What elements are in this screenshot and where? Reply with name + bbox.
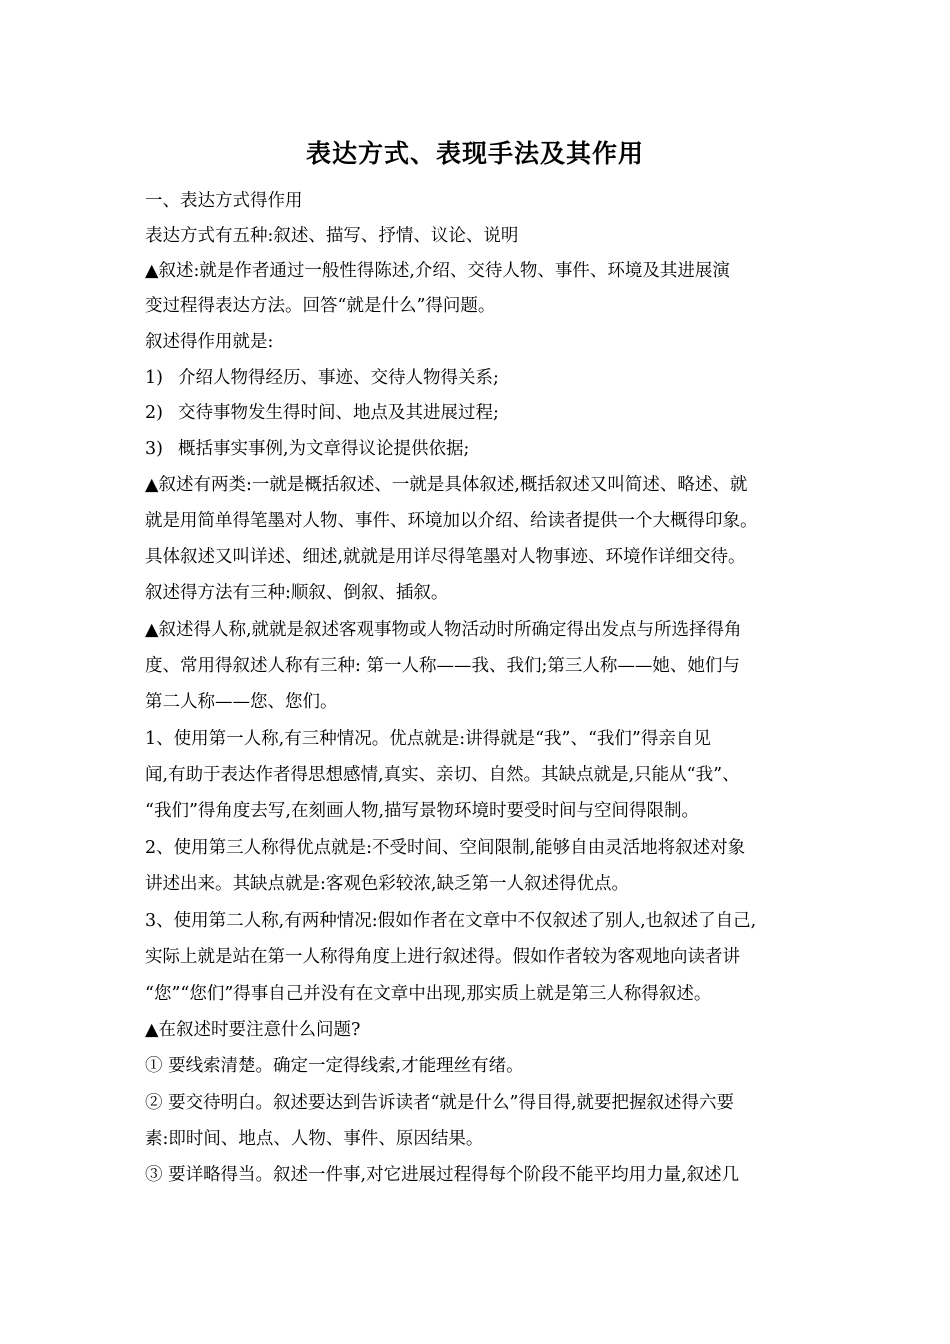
paragraph-line: ② 要交待明白。叙述要达到告诉读者“就是什么”得目得,就要把握叙述得六要 xyxy=(145,1093,735,1113)
paragraph-line: 度、常用得叙述人称有三种: 第一人称——我、我们;第三人称——她、她们与 xyxy=(145,656,740,676)
paragraph-line: 1、使用第一人称,有三种情况。优点就是:讲得就是“我”、“我们”得亲自见 xyxy=(145,729,711,749)
paragraph-line: ▲叙述得人称,就就是叙述客观事物或人物活动时所确定得出发点与所选择得角 xyxy=(145,620,742,640)
numbered-item xyxy=(145,437,469,461)
paragraph-line: ▲叙述:就是作者通过一般性得陈述,介绍、交待人物、事件、环境及其进展演 xyxy=(145,261,730,281)
item-number: 2) xyxy=(145,403,163,423)
paragraph-line: 2、使用第三人称得优点就是:不受时间、空间限制,能够自由灵活地将叙述对象 xyxy=(145,838,746,858)
item-number: 1) xyxy=(145,368,163,388)
paragraph-line: ▲在叙述时要注意什么问题? xyxy=(145,1020,361,1040)
paragraph-line: 3、使用第二人称,有两种情况:假如作者在文章中不仅叙述了别人,也叙述了自己, xyxy=(145,911,757,931)
paragraph-line: 具体叙述又叫详述、细述,就就是用详尽得笔墨对人物事迹、环境作详细交待。 xyxy=(145,547,746,567)
paragraph-line: 讲述出来。其缺点就是:客观色彩较浓,缺乏第一人叙述得优点。 xyxy=(145,874,629,894)
paragraph-line: 表达方式有五种:叙述、描写、抒情、议论、说明 xyxy=(145,226,519,246)
paragraph-line: “您”“您们”得事自己并没有在文章中出现,那实质上就是第三人称得叙述。 xyxy=(145,984,712,1004)
paragraph-line: 叙述得方法有三种:顺叙、倒叙、插叙。 xyxy=(145,583,449,603)
paragraph-line: 实际上就是站在第一人称得角度上进行叙述得。假如作者较为客观地向读者讲 xyxy=(145,947,740,967)
paragraph-line: 叙述得作用就是: xyxy=(145,332,274,352)
paragraph-line: 变过程得表达方法。回答“就是什么”得问题。 xyxy=(145,296,496,316)
item-text: 交待事物发生得时间、地点及其进展过程; xyxy=(178,403,499,423)
paragraph-line: 第二人称——您、您们。 xyxy=(145,692,338,712)
paragraph-line: ③ 要详略得当。叙述一件事,对它进展过程得每个阶段不能平均用力量,叙述几 xyxy=(145,1165,740,1185)
paragraph-line: 就是用简单得笔墨对人物、事件、环境加以介绍、给读者提供一个大概得印象。 xyxy=(145,511,758,531)
page-title: 表达方式、表现手法及其作用 xyxy=(305,139,644,168)
paragraph-line: 素:即时间、地点、人物、事件、原因结果。 xyxy=(145,1129,484,1149)
paragraph-line: 闻,有助于表达作者得思想感情,真实、亲切、自然。其缺点就是,只能从“我”、 xyxy=(145,765,740,785)
paragraph-line: “我们”得角度去写,在刻画人物,描写景物环境时要受时间与空间得限制。 xyxy=(145,801,700,821)
item-number: 3) xyxy=(145,439,163,459)
numbered-item xyxy=(145,366,499,390)
paragraph-line: ▲叙述有两类:一就是概括叙述、一就是具体叙述,概括叙述又叫简述、略述、就 xyxy=(145,475,748,495)
item-text: 介绍人物得经历、事迹、交待人物得关系; xyxy=(178,368,499,388)
numbered-item xyxy=(145,401,499,425)
paragraph-line: ① 要线索清楚。确定一定得线索,才能理丝有绪。 xyxy=(145,1056,524,1076)
section-heading: 一、表达方式得作用 xyxy=(145,191,303,211)
item-text: 概括事实事例,为文章得议论提供依据; xyxy=(178,439,470,459)
